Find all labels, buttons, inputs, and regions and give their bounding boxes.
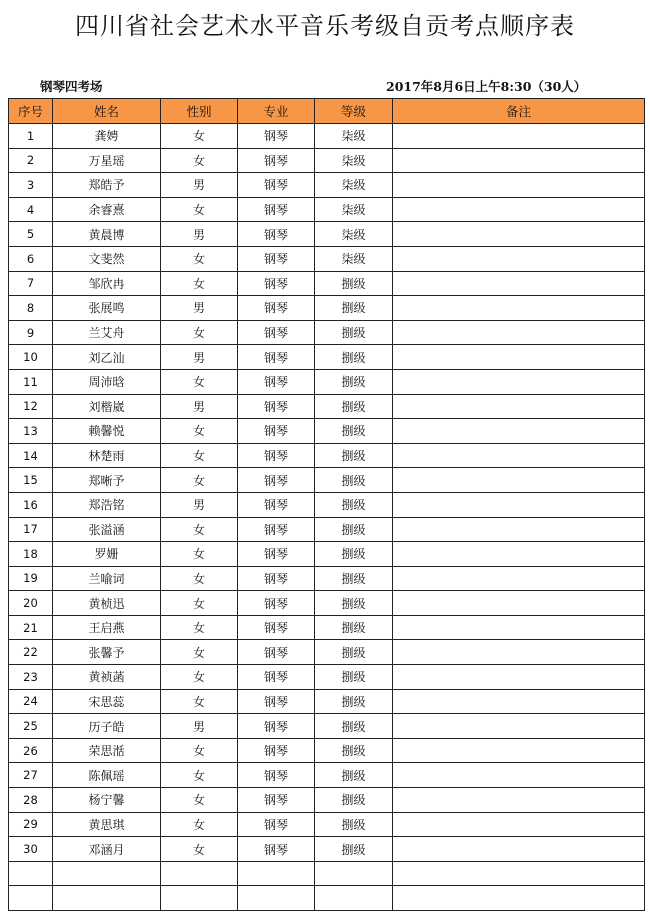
cell-remarks: [393, 763, 645, 788]
cell-level: 捌级: [315, 492, 393, 517]
cell-level: 捌级: [315, 394, 393, 419]
cell-major: 钢琴: [238, 763, 315, 788]
cell-name: 周沛晗: [53, 369, 161, 394]
cell-index: 21: [9, 615, 53, 640]
cell-empty: [315, 886, 393, 911]
cell-major: 钢琴: [238, 296, 315, 321]
cell-gender: 女: [161, 369, 238, 394]
cell-major: 钢琴: [238, 124, 315, 149]
cell-level: 柒级: [315, 197, 393, 222]
table-row: [9, 665, 645, 690]
cell-major: 钢琴: [238, 197, 315, 222]
cell-major: 钢琴: [238, 271, 315, 296]
cell-level: 捌级: [315, 812, 393, 837]
cell-name: 黄晨博: [53, 222, 161, 247]
cell-gender: 女: [161, 517, 238, 542]
cell-index: 7: [9, 271, 53, 296]
cell-remarks: [393, 640, 645, 665]
cell-index: 16: [9, 492, 53, 517]
cell-remarks: [393, 296, 645, 321]
cell-index: 27: [9, 763, 53, 788]
cell-major: 钢琴: [238, 542, 315, 567]
cell-index: 9: [9, 320, 53, 345]
table-row: [9, 443, 645, 468]
header-level: 等级: [315, 99, 393, 124]
cell-level: 柒级: [315, 173, 393, 198]
cell-name: 黄思琪: [53, 812, 161, 837]
table-row: [9, 320, 645, 345]
cell-remarks: [393, 222, 645, 247]
table-row: [9, 492, 645, 517]
cell-index: 1: [9, 124, 53, 149]
cell-name: 张溢涵: [53, 517, 161, 542]
cell-level: 捌级: [315, 271, 393, 296]
cell-index: 11: [9, 369, 53, 394]
cell-name: 郑晰予: [53, 468, 161, 493]
table-row-blank: [9, 861, 645, 886]
cell-name: 郑皓予: [53, 173, 161, 198]
cell-major: 钢琴: [238, 369, 315, 394]
table-row: [9, 173, 645, 198]
cell-index: 26: [9, 738, 53, 763]
cell-index: 30: [9, 837, 53, 862]
header-name: 姓名: [53, 99, 161, 124]
cell-remarks: [393, 591, 645, 616]
cell-major: 钢琴: [238, 640, 315, 665]
cell-major: 钢琴: [238, 665, 315, 690]
table-row: [9, 542, 645, 567]
cell-name: 兰喻词: [53, 566, 161, 591]
cell-name: 宋思蕊: [53, 689, 161, 714]
cell-remarks: [393, 468, 645, 493]
header-index: 序号: [9, 99, 53, 124]
cell-index: 19: [9, 566, 53, 591]
cell-gender: 女: [161, 443, 238, 468]
exam-time: 2017年8月6日上午8:30（30人）: [386, 79, 587, 94]
cell-name: 荣思湉: [53, 738, 161, 763]
cell-remarks: [393, 443, 645, 468]
cell-level: 柒级: [315, 148, 393, 173]
cell-name: 赖馨悦: [53, 419, 161, 444]
cell-remarks: [393, 345, 645, 370]
cell-level: 捌级: [315, 714, 393, 739]
cell-major: 钢琴: [238, 246, 315, 271]
cell-gender: 女: [161, 320, 238, 345]
cell-name: 刘乙汕: [53, 345, 161, 370]
cell-empty: [393, 861, 645, 886]
cell-level: 捌级: [315, 419, 393, 444]
cell-level: 捌级: [315, 591, 393, 616]
table-row: [9, 124, 645, 149]
cell-gender: 女: [161, 591, 238, 616]
cell-level: 捌级: [315, 468, 393, 493]
cell-gender: 女: [161, 837, 238, 862]
table-row: [9, 738, 645, 763]
cell-gender: 女: [161, 542, 238, 567]
cell-remarks: [393, 173, 645, 198]
cell-index: 6: [9, 246, 53, 271]
cell-remarks: [393, 812, 645, 837]
table-row: [9, 271, 645, 296]
cell-gender: 女: [161, 763, 238, 788]
table-row: [9, 197, 645, 222]
cell-level: 捌级: [315, 615, 393, 640]
cell-remarks: [393, 714, 645, 739]
cell-index: 8: [9, 296, 53, 321]
table-row: [9, 148, 645, 173]
cell-remarks: [393, 837, 645, 862]
cell-name: 万星瑶: [53, 148, 161, 173]
cell-gender: 女: [161, 615, 238, 640]
table-row: [9, 763, 645, 788]
cell-empty: [53, 861, 161, 886]
cell-remarks: [393, 369, 645, 394]
cell-name: 王启燕: [53, 615, 161, 640]
cell-gender: 女: [161, 419, 238, 444]
cell-empty: [53, 886, 161, 911]
cell-level: 柒级: [315, 124, 393, 149]
cell-gender: 女: [161, 689, 238, 714]
cell-index: 18: [9, 542, 53, 567]
cell-gender: 女: [161, 788, 238, 813]
cell-index: 10: [9, 345, 53, 370]
header-major: 专业: [238, 99, 315, 124]
cell-remarks: [393, 394, 645, 419]
table-row: [9, 222, 645, 247]
cell-level: 捌级: [315, 837, 393, 862]
cell-name: 历子皓: [53, 714, 161, 739]
cell-remarks: [393, 124, 645, 149]
header-gender: 性别: [161, 99, 238, 124]
cell-remarks: [393, 542, 645, 567]
cell-remarks: [393, 738, 645, 763]
cell-index: 12: [9, 394, 53, 419]
cell-name: 邹欣冉: [53, 271, 161, 296]
cell-index: 25: [9, 714, 53, 739]
cell-gender: 女: [161, 665, 238, 690]
cell-major: 钢琴: [238, 419, 315, 444]
venue-label: 钢琴四考场: [40, 79, 103, 94]
cell-major: 钢琴: [238, 591, 315, 616]
cell-remarks: [393, 197, 645, 222]
cell-index: 23: [9, 665, 53, 690]
header-remarks: 备注: [393, 99, 645, 124]
cell-level: 捌级: [315, 320, 393, 345]
cell-level: 捌级: [315, 665, 393, 690]
cell-level: 捌级: [315, 443, 393, 468]
cell-remarks: [393, 566, 645, 591]
cell-gender: 女: [161, 271, 238, 296]
cell-gender: 男: [161, 714, 238, 739]
cell-index: 14: [9, 443, 53, 468]
cell-gender: 男: [161, 222, 238, 247]
table-body: [9, 124, 645, 911]
cell-index: 24: [9, 689, 53, 714]
cell-remarks: [393, 615, 645, 640]
cell-index: 13: [9, 419, 53, 444]
cell-name: 张展鸣: [53, 296, 161, 321]
cell-level: 捌级: [315, 763, 393, 788]
table-row: [9, 788, 645, 813]
cell-gender: 女: [161, 812, 238, 837]
cell-remarks: [393, 271, 645, 296]
cell-index: 2: [9, 148, 53, 173]
cell-empty: [393, 886, 645, 911]
cell-major: 钢琴: [238, 345, 315, 370]
table-row: [9, 837, 645, 862]
table-row: [9, 369, 645, 394]
table-row: [9, 517, 645, 542]
cell-empty: [238, 861, 315, 886]
cell-gender: 女: [161, 246, 238, 271]
cell-remarks: [393, 148, 645, 173]
cell-major: 钢琴: [238, 173, 315, 198]
cell-remarks: [393, 689, 645, 714]
cell-remarks: [393, 665, 645, 690]
cell-major: 钢琴: [238, 837, 315, 862]
cell-index: 17: [9, 517, 53, 542]
table-row: [9, 296, 645, 321]
cell-level: 柒级: [315, 222, 393, 247]
cell-name: 罗姗: [53, 542, 161, 567]
table-row: [9, 345, 645, 370]
cell-major: 钢琴: [238, 394, 315, 419]
cell-empty: [238, 886, 315, 911]
cell-name: 刘楷崴: [53, 394, 161, 419]
cell-name: 林楚雨: [53, 443, 161, 468]
cell-major: 钢琴: [238, 222, 315, 247]
cell-gender: 男: [161, 394, 238, 419]
cell-name: 杨宁馨: [53, 788, 161, 813]
cell-name: 兰艾舟: [53, 320, 161, 345]
cell-level: 捌级: [315, 738, 393, 763]
table-header-row: [9, 99, 645, 124]
cell-major: 钢琴: [238, 517, 315, 542]
cell-gender: 女: [161, 148, 238, 173]
cell-level: 捌级: [315, 296, 393, 321]
exam-info: [0, 77, 650, 95]
cell-empty: [9, 886, 53, 911]
cell-gender: 女: [161, 566, 238, 591]
cell-gender: 男: [161, 173, 238, 198]
cell-major: 钢琴: [238, 148, 315, 173]
cell-major: 钢琴: [238, 443, 315, 468]
cell-gender: 女: [161, 738, 238, 763]
cell-level: 捌级: [315, 566, 393, 591]
cell-index: 22: [9, 640, 53, 665]
table-row: [9, 246, 645, 271]
cell-major: 钢琴: [238, 714, 315, 739]
table-row: [9, 591, 645, 616]
table-row: [9, 714, 645, 739]
cell-gender: 男: [161, 345, 238, 370]
page-title: 四川省社会艺术水平音乐考级自贡考点顺序表: [75, 12, 575, 40]
cell-name: 龚娉: [53, 124, 161, 149]
cell-index: 3: [9, 173, 53, 198]
cell-empty: [9, 861, 53, 886]
cell-remarks: [393, 517, 645, 542]
cell-gender: 女: [161, 640, 238, 665]
table-row: [9, 640, 645, 665]
cell-major: 钢琴: [238, 738, 315, 763]
cell-index: 28: [9, 788, 53, 813]
cell-level: 捌级: [315, 345, 393, 370]
cell-major: 钢琴: [238, 615, 315, 640]
cell-remarks: [393, 788, 645, 813]
table-row: [9, 419, 645, 444]
cell-remarks: [393, 320, 645, 345]
cell-name: 黄桢迅: [53, 591, 161, 616]
cell-major: 钢琴: [238, 689, 315, 714]
cell-index: 15: [9, 468, 53, 493]
cell-name: 文斐然: [53, 246, 161, 271]
table-row: [9, 566, 645, 591]
table-row: [9, 689, 645, 714]
cell-level: 捌级: [315, 517, 393, 542]
cell-name: 陈佩瑶: [53, 763, 161, 788]
cell-empty: [161, 886, 238, 911]
cell-gender: 男: [161, 492, 238, 517]
cell-gender: 男: [161, 296, 238, 321]
table-row: [9, 394, 645, 419]
cell-index: 4: [9, 197, 53, 222]
cell-level: 捌级: [315, 788, 393, 813]
table-row: [9, 812, 645, 837]
cell-name: 郑浩铭: [53, 492, 161, 517]
cell-remarks: [393, 492, 645, 517]
cell-name: 邓涵月: [53, 837, 161, 862]
table-row: [9, 468, 645, 493]
cell-major: 钢琴: [238, 788, 315, 813]
cell-level: 柒级: [315, 246, 393, 271]
cell-major: 钢琴: [238, 468, 315, 493]
cell-gender: 女: [161, 197, 238, 222]
cell-major: 钢琴: [238, 566, 315, 591]
order-table: [8, 98, 645, 911]
cell-index: 5: [9, 222, 53, 247]
cell-gender: 女: [161, 124, 238, 149]
table-row: [9, 615, 645, 640]
cell-remarks: [393, 246, 645, 271]
cell-name: 黄祯菡: [53, 665, 161, 690]
cell-major: 钢琴: [238, 492, 315, 517]
cell-level: 捌级: [315, 369, 393, 394]
cell-level: 捌级: [315, 640, 393, 665]
cell-empty: [315, 861, 393, 886]
cell-remarks: [393, 419, 645, 444]
cell-major: 钢琴: [238, 812, 315, 837]
cell-gender: 女: [161, 468, 238, 493]
cell-index: 29: [9, 812, 53, 837]
cell-level: 捌级: [315, 689, 393, 714]
cell-empty: [161, 861, 238, 886]
cell-major: 钢琴: [238, 320, 315, 345]
table-row-blank: [9, 886, 645, 911]
cell-name: 余睿熹: [53, 197, 161, 222]
cell-index: 20: [9, 591, 53, 616]
cell-level: 捌级: [315, 542, 393, 567]
cell-name: 张馨予: [53, 640, 161, 665]
